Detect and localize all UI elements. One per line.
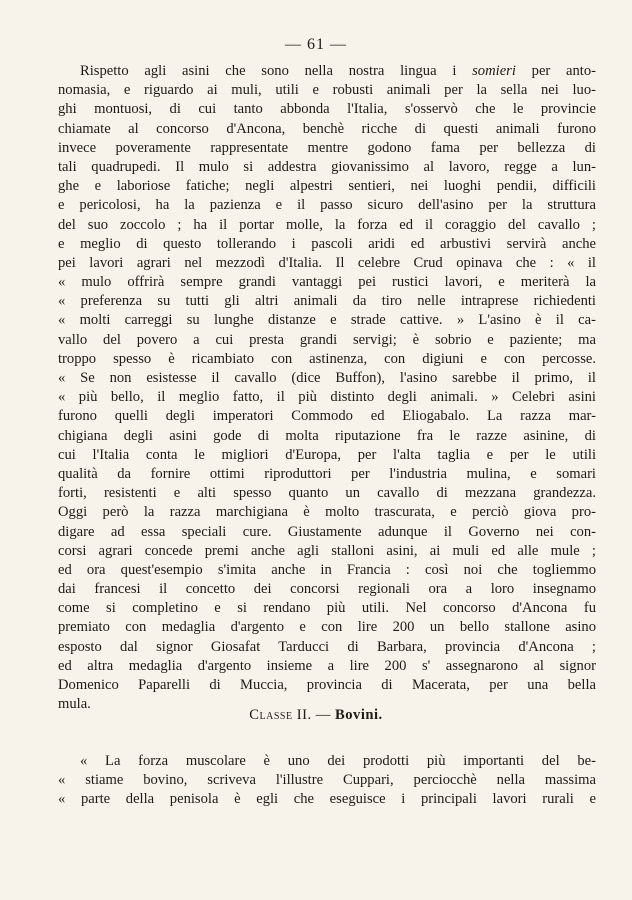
text-line: ed altra medaglia d'argento insieme a lire 200 s' assegnarono al signor: [58, 657, 596, 674]
text-line: « più bello, il meglio fatto, il più distinto degli animali. » Celebri asini: [58, 389, 596, 406]
section-title: Bovini.: [335, 707, 383, 723]
text-line: cui l'Italia conta le migliori d'Europa, per l'alta taglia e per le utili: [58, 446, 596, 463]
text-line: « parte della penisola è egli che eseguisce i principali lavori rurali e: [58, 791, 596, 808]
emphasis-somieri: somieri: [472, 63, 516, 79]
text-line: esposto dal signor Giosafat Tarducci di Barbara, provincia d'Ancona ;: [58, 638, 596, 655]
text-line: [58, 62, 596, 81]
text-line: « mulo offrirà sempre grandi vantaggi pei rustici lavori, e meriterà la: [58, 274, 596, 291]
text-line: « Se non esistesse il cavallo (dice Buffon), l'asino sarebbe il primo, il: [58, 370, 596, 386]
text-line: « La forza muscolare è uno dei prodotti più importanti del be-: [80, 753, 596, 769]
text-line: corsi agrari concede premi anche agli stalloni asini, ai muli ed alle mule ;: [58, 542, 596, 559]
text-line: chiamate al concorso d'Ancona, benchè ricche di questi animali furono: [58, 120, 596, 137]
text-line: « preferenza su tutti gli altri animali da tiro nelle intraprese richiedenti: [58, 293, 596, 310]
text-line: invece poveramente rappresentate mentre godono fama per bellezza di: [58, 139, 596, 156]
text-line: troppo spesso è ricambiato con astinenza, con digiuni e con percosse.: [58, 350, 596, 367]
text-pre-emphasis: Rispetto agli asini che sono nella nostra lingua i: [80, 63, 473, 79]
text-line: pei lavori agrari nel mezzodì d'Italia. Il celebre Crud opinava che : « il: [58, 254, 596, 271]
text-line: e meglio di questo tollerando i pascoli aridi ed arbustivi servirà anche: [58, 235, 596, 252]
text-line: tali quadrupedi. Il mulo si addestra giovanissimo al lavoro, regge a lun-: [58, 158, 596, 175]
section-heading: [0, 707, 632, 724]
text-line: dai francesi il concetto dei concorsi regionali ora a loro insegnamo: [58, 581, 596, 598]
text-line: nomasia, e riguardo ai muli, utili e robusti animali per la sella nei luo-: [58, 82, 596, 99]
text-line: Domenico Paparelli di Muccia, provincia di Macerata, per una bella: [58, 677, 596, 693]
text-line: ghe e laboriose fatiche; negli alpestri sentieri, nei luoghi pendii, difficili: [58, 178, 596, 195]
text-line: del suo zoccolo ; ha il portar molle, la forza ed il coraggio del cavallo ;: [58, 216, 596, 233]
text-line: digare ad essa speciali cure. Giustamente adunque il Governo nei con-: [58, 523, 596, 540]
text-line: chigiana degli asini gode di molta riputazione fra le razze asinine, di: [58, 427, 596, 444]
page-number: — 61 —: [285, 36, 347, 53]
paragraph-bovini: [58, 752, 596, 810]
text-line: premiato con medaglia d'argento e con lire 200 un bello stallone asino: [58, 619, 596, 636]
text-line: come si completino e si rendano più utili. Nel concorso d'Ancona fu: [58, 600, 596, 617]
text-line: ed ora quest'esempio s'imita anche in Francia : così noi che togliemmo: [58, 561, 596, 578]
text-line: forti, resistenti e alti spesso quanto un cavallo di mezzana grandezza.: [58, 485, 596, 502]
text-post-emphasis: per anto-: [515, 63, 597, 79]
text-line: furono quelli degli imperatori Commodo ed Eliogabalo. La razza mar-: [58, 408, 596, 425]
paragraph-asini-muli: [58, 62, 596, 714]
text-line: Oggi però la razza marchigiana è molto trascurata, e perciò giova pro-: [58, 504, 596, 521]
text-line: mula.: [58, 696, 91, 713]
text-line: vallo del povero a cui presta grandi servigi; è sobrio e paziente; ma: [58, 331, 596, 348]
section-class-label: Classe II. —: [249, 707, 331, 723]
text-line: qualità da fornire ottimi riproduttori per l'industria mulina, e somari: [58, 465, 596, 482]
text-line: « molti carreggi su lunghe distanze e strade cattive. » L'asino è il ca-: [58, 312, 596, 329]
text-line: e pericolosi, ha la pazienza e il passo sicuro dell'asino per la struttura: [58, 197, 596, 214]
text-line: ghi montuosi, di cui tanto abbonda l'Italia, s'osservò che le provincie: [58, 101, 596, 118]
text-line: « stiame bovino, scriveva l'illustre Cuppari, perciocchè nella massima: [58, 772, 596, 789]
